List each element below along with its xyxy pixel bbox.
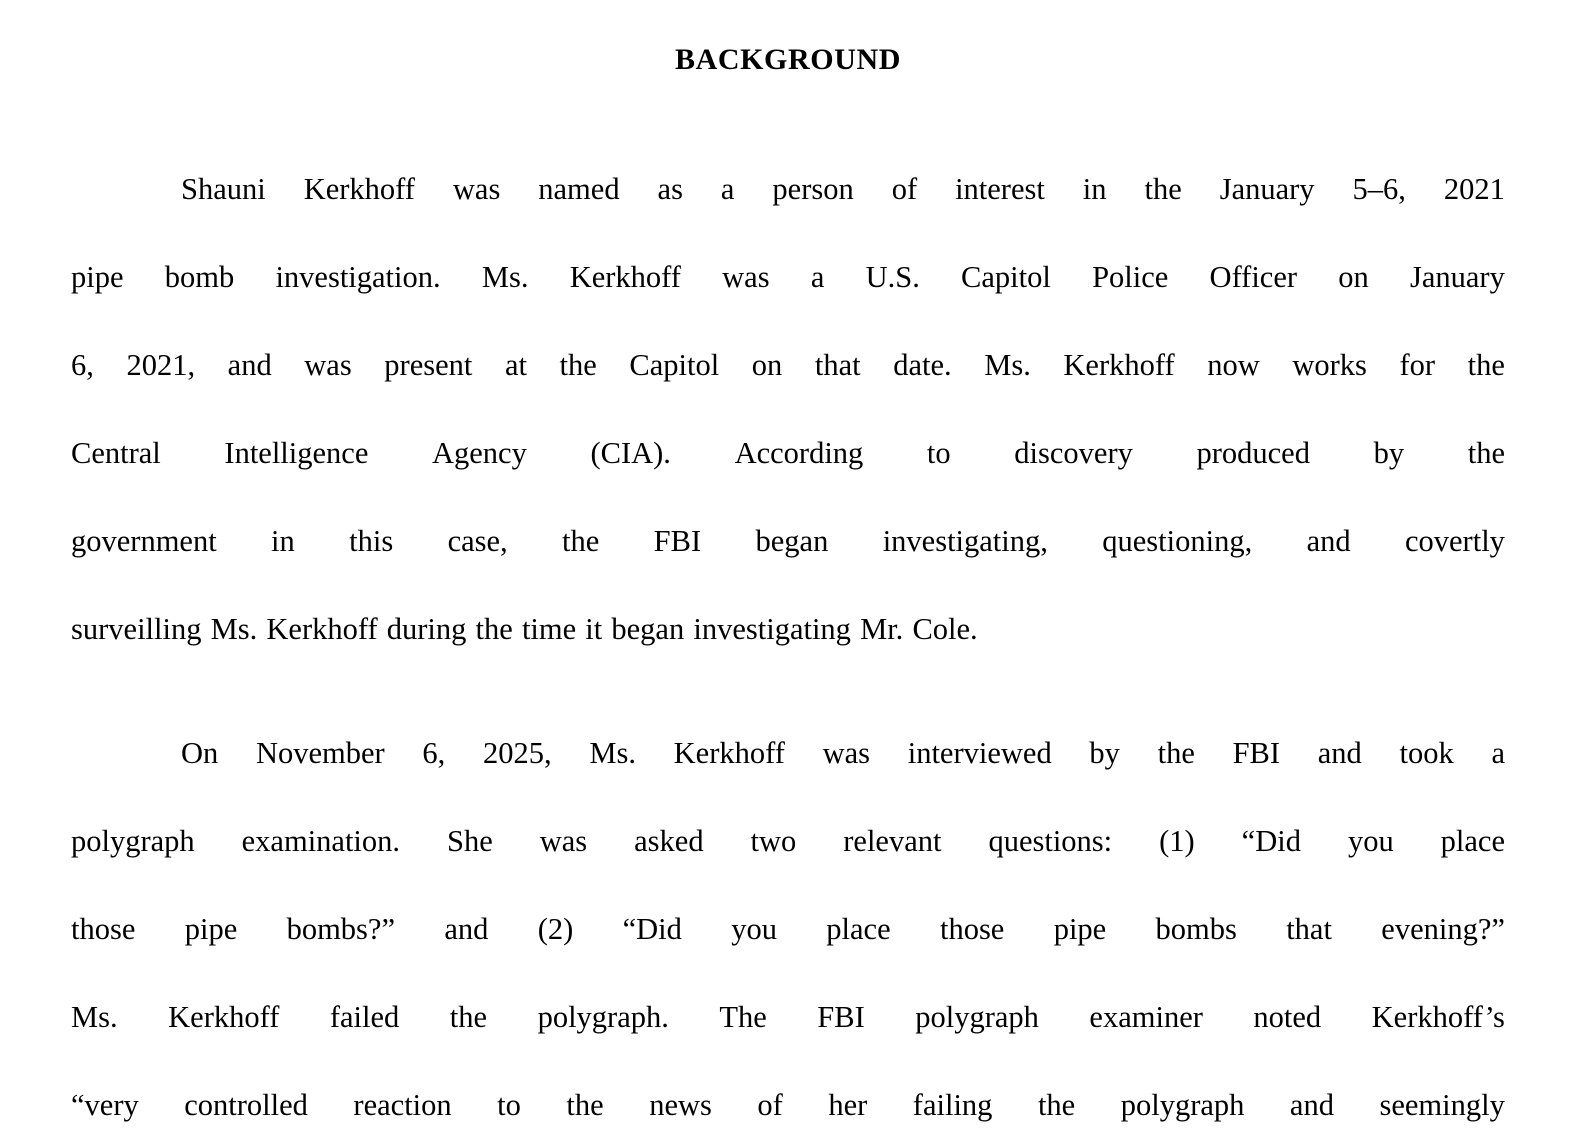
word: Capitol (961, 259, 1051, 294)
word: discovery (1014, 435, 1133, 470)
text-line (71, 556, 1505, 644)
word: that (814, 347, 861, 382)
word: bombs (1155, 911, 1237, 946)
word: the (449, 999, 488, 1034)
text-line (71, 1032, 1505, 1120)
word: for (1399, 347, 1436, 382)
word: Kerkhoff (673, 735, 785, 770)
word: in (271, 523, 295, 558)
word: took (1399, 735, 1454, 770)
text-line (71, 204, 1505, 292)
word: Ms. (210, 611, 258, 646)
word: at (504, 347, 527, 382)
word: Ms. (589, 735, 636, 770)
word: a (810, 259, 825, 294)
word: Capitol (629, 347, 720, 382)
word: questioning, (1102, 523, 1253, 558)
word: case, (447, 523, 508, 558)
word: and (444, 911, 489, 946)
word: On (181, 735, 219, 770)
word: and (1317, 735, 1362, 770)
word: polygraph (71, 823, 195, 858)
word: “very (71, 1087, 139, 1122)
text-line (71, 856, 1505, 944)
word: U.S. (865, 259, 920, 294)
word: controlled (184, 1087, 308, 1122)
text-line (71, 468, 1505, 556)
word: on (751, 347, 783, 382)
word: those (939, 911, 1005, 946)
word: Central (71, 435, 161, 470)
paragraph-2 (71, 680, 1505, 1120)
word: January (1409, 259, 1505, 294)
word: bomb (164, 259, 235, 294)
word: a (720, 171, 735, 206)
word: and (227, 347, 272, 382)
word: (CIA). (590, 435, 671, 470)
word: pipe (184, 911, 238, 946)
paragraph-spacer (71, 644, 1505, 680)
word: on (1338, 259, 1369, 294)
word: investigating (693, 611, 851, 646)
word: this (349, 523, 394, 558)
word: place (826, 911, 891, 946)
word: 6, (422, 735, 446, 770)
word: According (734, 435, 864, 470)
word: interest (955, 171, 1045, 206)
word: and (1306, 523, 1351, 558)
word: FBI (1232, 735, 1281, 770)
word: and (1289, 1087, 1334, 1122)
word: Kerkhoff (303, 171, 415, 206)
word: (1) (1159, 823, 1195, 858)
word: FBI (817, 999, 865, 1034)
word: “Did (1241, 823, 1301, 858)
word: 2021, (126, 347, 196, 382)
word: “Did (622, 911, 682, 946)
word: covertly (1404, 523, 1505, 558)
word: as (657, 171, 683, 206)
word: Mr. (860, 611, 904, 646)
page-title: BACKGROUND (674, 43, 901, 76)
word: person (772, 171, 854, 206)
word: a (1491, 735, 1505, 770)
word: Officer (1209, 259, 1298, 294)
word: news (649, 1087, 712, 1122)
word: Ms. (984, 347, 1031, 382)
word: you (731, 911, 777, 946)
word: Police (1092, 259, 1169, 294)
text-line (181, 116, 1505, 204)
word: Kerkhoff’s (1371, 999, 1505, 1034)
word: to (497, 1087, 521, 1122)
word: Kerkhoff (168, 999, 280, 1034)
word: place (1440, 823, 1505, 858)
word: 5–6, (1352, 171, 1406, 206)
word: two (750, 823, 797, 858)
word: was (822, 735, 871, 770)
word: Ms. (71, 999, 118, 1034)
heading-spacer (71, 78, 1505, 116)
text-line (71, 380, 1505, 468)
word: 6, (71, 347, 94, 382)
word: 2021 (1443, 171, 1505, 206)
word: seemingly (1379, 1087, 1505, 1122)
word: her (828, 1087, 868, 1122)
word: government (71, 523, 217, 558)
word: by (1089, 735, 1120, 770)
word: Shauni (181, 171, 266, 206)
paragraph-1 (71, 116, 1505, 644)
word: the (475, 611, 513, 646)
word: to (926, 435, 951, 470)
word: noted (1253, 999, 1322, 1034)
word: (2) (537, 911, 574, 946)
word: the (566, 1087, 604, 1122)
word: FBI (653, 523, 702, 558)
word: the (1157, 735, 1195, 770)
word: polygraph (915, 999, 1039, 1034)
word: The (719, 999, 767, 1034)
word: examiner (1089, 999, 1203, 1034)
text-line (181, 680, 1505, 768)
word: November (255, 735, 385, 770)
word: Kerkhoff (266, 611, 378, 646)
word: it (585, 611, 603, 646)
word: asked (634, 823, 704, 858)
word: Kerkhoff (569, 259, 681, 294)
word: January (1219, 171, 1315, 206)
word: was (452, 171, 501, 206)
word: examination. (241, 823, 401, 858)
word: surveilling (71, 611, 202, 646)
word: polygraph (1120, 1087, 1245, 1122)
document-body (71, 116, 1505, 1120)
word: interviewed (907, 735, 1052, 770)
word: the (562, 523, 600, 558)
word: was (304, 347, 352, 382)
word: investigation. (275, 259, 441, 294)
word: pipe (1053, 911, 1107, 946)
word: the (559, 347, 597, 382)
word: of (757, 1087, 783, 1122)
word: the (1144, 171, 1182, 206)
word: began (755, 523, 829, 558)
word: works (1292, 347, 1367, 382)
word: the (1467, 347, 1505, 382)
word: produced (1196, 435, 1310, 470)
word: the (1467, 435, 1505, 470)
text-line (71, 768, 1505, 856)
word: Cole. (912, 611, 978, 646)
word: failing (912, 1087, 993, 1122)
word: reaction (353, 1087, 452, 1122)
word: bombs?” (286, 911, 395, 946)
word: in (1082, 171, 1107, 206)
word: you (1347, 823, 1394, 858)
word: during (386, 611, 467, 646)
text-line (71, 292, 1505, 380)
word: that (1286, 911, 1332, 946)
word: date. (893, 347, 952, 382)
word: present (384, 347, 473, 382)
text-line (71, 944, 1505, 1032)
word: questions: (988, 823, 1113, 858)
word: was (722, 259, 770, 294)
word: evening?” (1381, 911, 1505, 946)
word: investigating, (882, 523, 1048, 558)
word: polygraph. (537, 999, 669, 1034)
word: failed (329, 999, 400, 1034)
word: of (891, 171, 918, 206)
word: was (539, 823, 588, 858)
word: time (521, 611, 577, 646)
word: the (1037, 1087, 1076, 1122)
word: those (71, 911, 136, 946)
word: now (1207, 347, 1260, 382)
word: pipe (71, 259, 124, 294)
word: Ms. (481, 259, 529, 294)
word: Kerkhoff (1063, 347, 1175, 382)
word: Intelligence (224, 435, 369, 470)
word: Agency (431, 435, 527, 470)
word: She (447, 823, 493, 858)
word: by (1373, 435, 1405, 470)
word: relevant (843, 823, 942, 858)
word: began (611, 611, 685, 646)
word: 2025, (483, 735, 552, 770)
word: named (538, 171, 620, 206)
